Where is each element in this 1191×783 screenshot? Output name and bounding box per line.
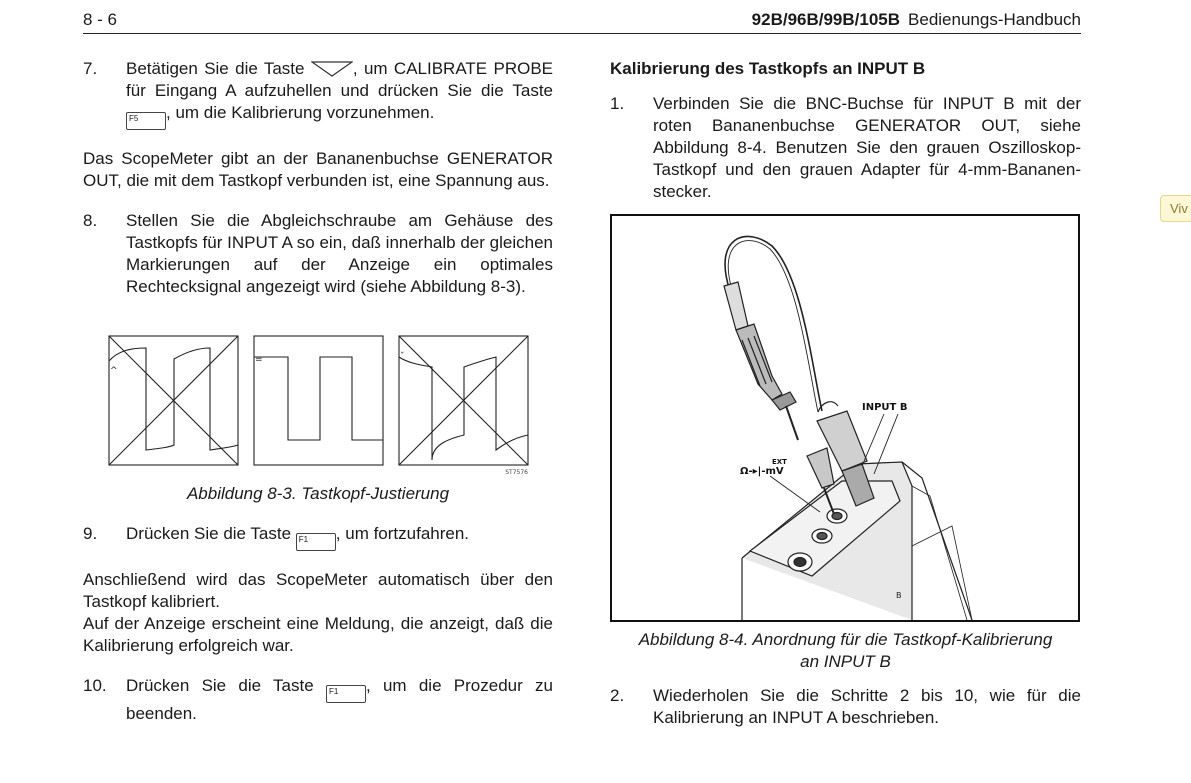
section-title: Kalibrierung des Tastkopfs an INPUT B	[610, 59, 926, 78]
header-models: 92B/96B/99B/105B	[751, 10, 901, 29]
figure-8-4-caption	[610, 629, 1081, 673]
step-text: , um CALIBRATE PROBE für Eingang A aufzuhellen und drücken Sie die Taste	[126, 59, 553, 100]
label-meter-input: Ω-▸|-mV	[740, 466, 784, 477]
step-10	[83, 675, 553, 725]
svg-text:B: B	[896, 591, 902, 600]
step-text: Stellen Sie die Abgleichschraube am Gehäuse des Tastkopfs für INPUT A so ein, daß innerhalb der gleichen Markierungen auf der Anzeige ein optimales Rechtecksignal angezeigt wird (siehe Abbildung 8-3).	[126, 211, 553, 296]
step-text: Drücken Sie die Taste	[126, 676, 314, 695]
right-column	[610, 58, 1081, 203]
left-column-lower	[83, 523, 553, 725]
step-text: , um die Kalibrierung vorzunehmen.	[166, 103, 435, 122]
arrow-down-key-icon	[311, 60, 353, 78]
step-text: Drücken Sie die Taste	[126, 524, 292, 543]
waveform-panel-undercompensated	[399, 336, 528, 465]
header-manual-title: Bedienungs-Handbuch	[908, 10, 1081, 29]
step-text: Verbinden Sie die BNC-Buchse für INPUT B mit der roten Bananenbuchse GENERATOR OUT, siehe Abbildung 8-4. Benutzen Sie den grauen Oszilloskop-Tastkopf und den grauen Adapter für 4-mm-Bananen-stecker.	[653, 94, 1081, 201]
step-number: 10.	[83, 676, 107, 695]
paragraph-success-message: Auf der Anzeige erscheint eine Meldung, die anzeigt, daß die Kalibrierung erfolgreich war.	[83, 614, 553, 655]
svg-text:=: =	[255, 355, 263, 365]
step-number: 9.	[83, 524, 98, 543]
figure-code: ST7576	[505, 469, 528, 476]
step-8	[83, 210, 553, 298]
step-text: , um die Prozedur zu beenden.	[126, 676, 553, 723]
left-column	[83, 58, 553, 298]
step-number: 2.	[610, 686, 625, 705]
probe-setup-illustration	[612, 216, 1078, 620]
function-key-icon: F1	[296, 533, 336, 551]
step-1	[610, 93, 1081, 203]
paragraph-generator-out: Das ScopeMeter gibt an der Bananenbuchse GENERATOR OUT, die mit dem Tastkopf verbunden ist, eine Spannung aus.	[83, 149, 553, 190]
waveform-panel-correct	[254, 336, 383, 465]
step-2	[610, 685, 1081, 729]
paragraph-auto-calibration: Anschließend wird das ScopeMeter automatisch über den Tastkopf kalibriert.	[83, 570, 553, 611]
step-7	[83, 58, 553, 130]
step-text: Wiederholen Sie die Schritte 2 bis 10, wie für die Kalibrierung an INPUT A beschrieben.	[653, 686, 1081, 727]
step-9	[83, 523, 553, 551]
function-key-icon: F1	[326, 685, 366, 703]
right-column-lower	[610, 685, 1081, 729]
waveform-panel-overcompensated	[109, 336, 238, 465]
svg-text:^: ^	[110, 366, 118, 376]
header-title	[752, 10, 1081, 30]
figure-8-3-caption: Abbildung 8-3. Tastkopf-Justierung	[186, 484, 450, 503]
figure-8-4	[610, 214, 1080, 622]
header-rule	[83, 33, 1081, 34]
label-ext: EXT	[772, 458, 787, 466]
label-input-b: INPUT B	[862, 402, 908, 413]
step-number: 8.	[83, 211, 98, 230]
page-number: 8 - 6	[83, 10, 118, 29]
step-text: Betätigen Sie die Taste	[126, 59, 305, 78]
step-number: 1.	[610, 94, 625, 113]
side-tab[interactable]: Viv	[1160, 195, 1191, 222]
svg-text:ˇ: ˇ	[400, 352, 405, 362]
step-text: , um fortzufahren.	[335, 524, 470, 543]
figure-8-3-waveforms	[108, 335, 530, 477]
figure-8-4-caption-line-1: Abbildung 8-4. Anordnung für die Tastkopf-Kalibrierung	[638, 630, 1053, 649]
page-header	[83, 8, 1081, 32]
figure-8-4-caption-line-2: an INPUT B	[800, 652, 891, 671]
step-number: 7.	[83, 59, 98, 78]
function-key-icon: F5	[126, 112, 166, 130]
